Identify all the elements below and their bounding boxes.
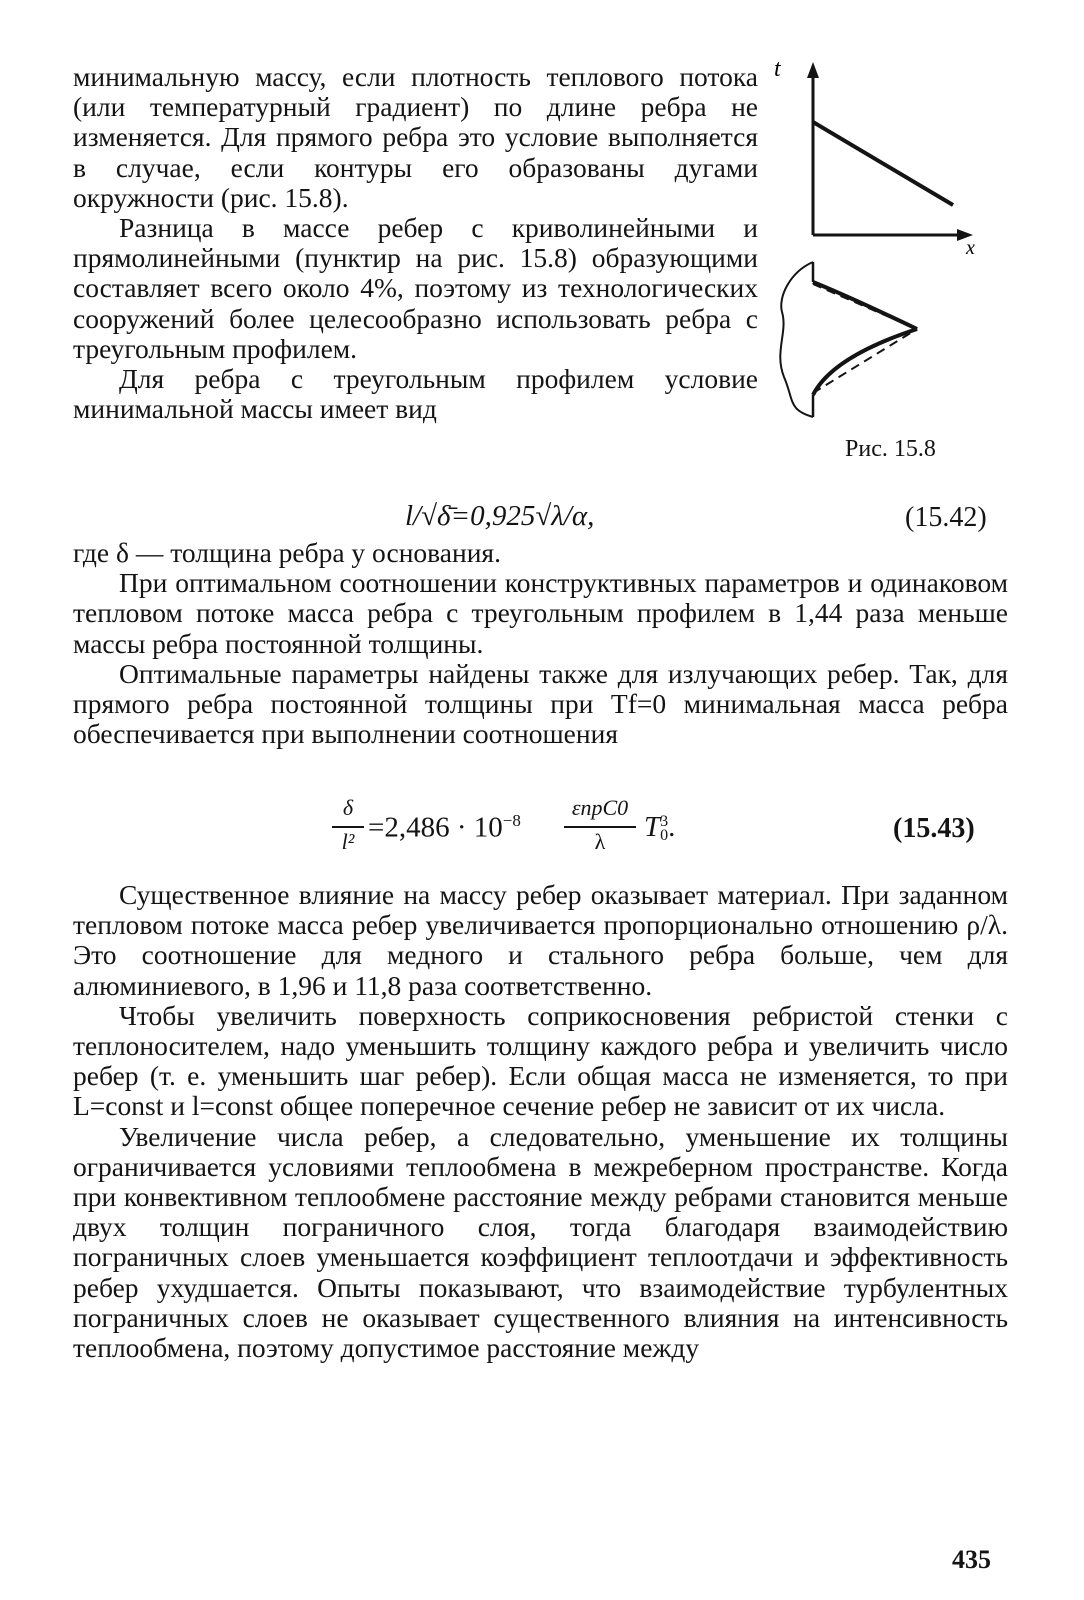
- paragraph: При оптимальном соотношении конструктивных параметров и одинаковом тепловом потоке масса ребра с треугольным профилем в 1,44 раза меньше массы ребра постоянной толщины.: [73, 567, 1008, 659]
- paragraph: минимальную массу, если плотность теплового потока (или температурный градиент) по длине ребра не изменяется. Для прямого ребра это условие выполняется в случае, если контуры его образованы дугами окружности (рис. 15.8).: [73, 61, 758, 213]
- figure-15-8: [770, 52, 1020, 472]
- paragraph: Увеличение числа ребер, а следовательно, уменьшение их толщины ограничивается условиями теплообмена в межреберном пространстве. Когда при конвективном теплообмене расстояние между ребрами становится меньше двух толщин пограничного слоя, тогда благодаря взаимодействию пограничных слоев уменьшается коэффициент теплоотдачи и эффективность ребер ухудшается. Опыты показывают, что взаимодействие турбулентных пограничных слоев не оказывает существенного влияния на интенсивность теплообмена, поэтому допустимое расстояние между: [73, 1120, 1008, 1364]
- temperature-graph: [807, 62, 973, 241]
- temperature-line: [813, 122, 953, 205]
- lhs-numerator: δ: [342, 795, 354, 820]
- paragraph: Для ребра с треугольным профилем условие минимальной массы имеет вид: [73, 363, 758, 425]
- intro-text: [73, 62, 758, 424]
- coefficient: $=2,486 \cdot 10^{-8}$: [368, 811, 521, 844]
- body-text: [73, 538, 1008, 749]
- equation-number: (15.43): [893, 813, 975, 844]
- fraction-lhs: [330, 795, 366, 821]
- equation-15-42: l/√δ̄=0,925√λ/α,: [405, 500, 595, 532]
- paragraph: Оптимальные параметры найдены также для излучающих ребер. Так, для прямого ребра постоянной толщины при Tf=0 минимальная масса ребра обеспечивается при выполнении соотношения: [73, 657, 1008, 750]
- temperature-term: T 3 0 .: [644, 811, 676, 845]
- body-text-lower: [73, 880, 1008, 1363]
- fraction-rhs-den: [562, 829, 638, 855]
- fraction-lhs-den: [330, 829, 366, 855]
- paragraph: Разница в массе ребер с криволинейными и прямолинейными (пунктир на рис. 15.8) образующими составляет всего около 4%, поэтому из технологических сооружений более целесообразно использовать ребра с треугольным профилем.: [73, 212, 758, 364]
- page-number: 435: [952, 1545, 991, 1574]
- fraction-rhs: [562, 795, 638, 821]
- paragraph: Чтобы увеличить поверхность соприкосновения ребристой стенки с теплоносителем, надо уменьшить толщину каждого ребра и увеличить число ребер (т. е. уменьшить шаг ребер). Если общая масса не изменяется, то при L=const и l=const общее поперечное сечение ребер не зависит от их числа.: [73, 999, 1008, 1122]
- paragraph: где δ — толщина ребра у основания.: [73, 537, 501, 568]
- rhs-numerator: εпрC0: [571, 795, 629, 820]
- equation-15-43: [330, 795, 770, 865]
- rhs-denominator: λ: [594, 829, 606, 854]
- equation-number: (15.42): [905, 502, 987, 533]
- paragraph: Существенное влияние на массу ребер оказывает материал. При заданном тепловом потоке масса ребер увеличивается пропорционально отношению ρ/λ. Это соотношение для медного и стального ребра больше, чем для алюминиевого, в 1,96 и 11,8 раза соответственно.: [73, 879, 1008, 1001]
- axis-x-label: x: [966, 237, 975, 259]
- axis-t-label: t: [774, 56, 781, 82]
- lhs-denominator: l²: [341, 829, 355, 854]
- fin-profile: [780, 262, 917, 417]
- figure-caption: Рис. 15.8: [845, 436, 936, 462]
